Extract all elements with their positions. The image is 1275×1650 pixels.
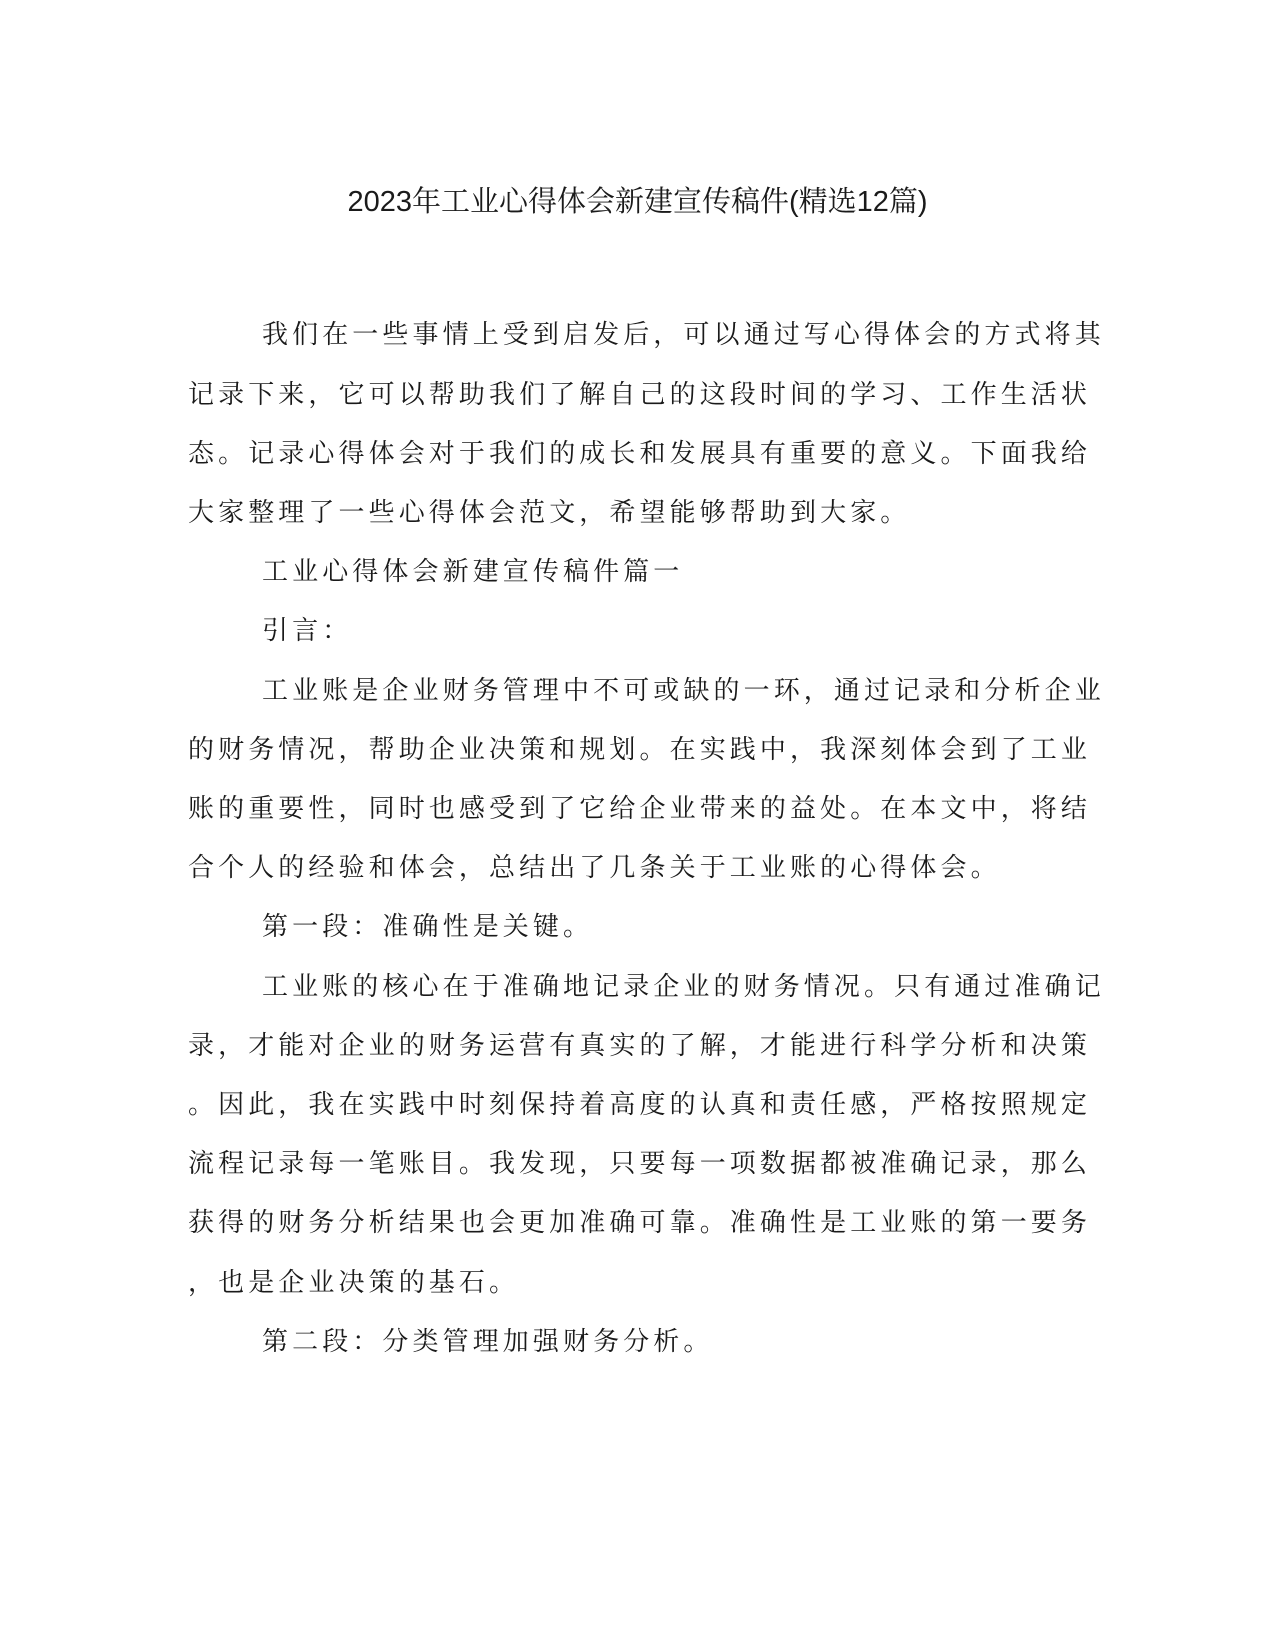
paragraph-line: 流程记录每一笔账目。我发现，只要每一项数据都被准确记录，那么: [188, 1149, 1092, 1179]
paragraph-line: 工业账的核心在于准确地记录企业的财务情况。只有通过准确记: [262, 972, 1105, 1002]
paragraph-line: 合个人的经验和体会，总结出了几条关于工业账的心得体会。: [188, 853, 1001, 883]
section-heading: 工业心得体会新建宣传稿件篇一: [262, 557, 684, 587]
paragraph-line: 态。记录心得体会对于我们的成长和发展具有重要的意义。下面我给: [188, 439, 1092, 469]
paragraph-line: 账的重要性，同时也感受到了它给企业带来的益处。在本文中，将结: [188, 794, 1092, 824]
paragraph-line: 获得的财务分析结果也会更加准确可靠。准确性是工业账的第一要务: [188, 1208, 1092, 1238]
paragraph-line: 录，才能对企业的财务运营有真实的了解，才能进行科学分析和决策: [188, 1031, 1092, 1061]
paragraph-line: 。因此，我在实践中时刻保持着高度的认真和责任感，严格按照规定: [188, 1090, 1092, 1120]
paragraph-line: 工业账是企业财务管理中不可或缺的一环，通过记录和分析企业: [262, 676, 1105, 706]
paragraph-line: ，也是企业决策的基石。: [188, 1268, 520, 1298]
paragraph-line: 大家整理了一些心得体会范文，希望能够帮助到大家。: [188, 498, 911, 528]
document-title: 2023年工业心得体会新建宣传稿件(精选12篇): [347, 186, 928, 218]
paragraph-line: 第一段：准确性是关键。: [262, 912, 594, 942]
paragraph-line: 的财务情况，帮助企业决策和规划。在实践中，我深刻体会到了工业: [188, 735, 1092, 765]
paragraph-line: 记录下来，它可以帮助我们了解自己的这段时间的学习、工作生活状: [188, 380, 1092, 410]
paragraph-line: 我们在一些事情上受到启发后，可以通过写心得体会的方式将其: [262, 320, 1105, 350]
paragraph-line: 引言：: [262, 616, 353, 646]
paragraph-line: 第二段：分类管理加强财务分析。: [262, 1327, 714, 1357]
